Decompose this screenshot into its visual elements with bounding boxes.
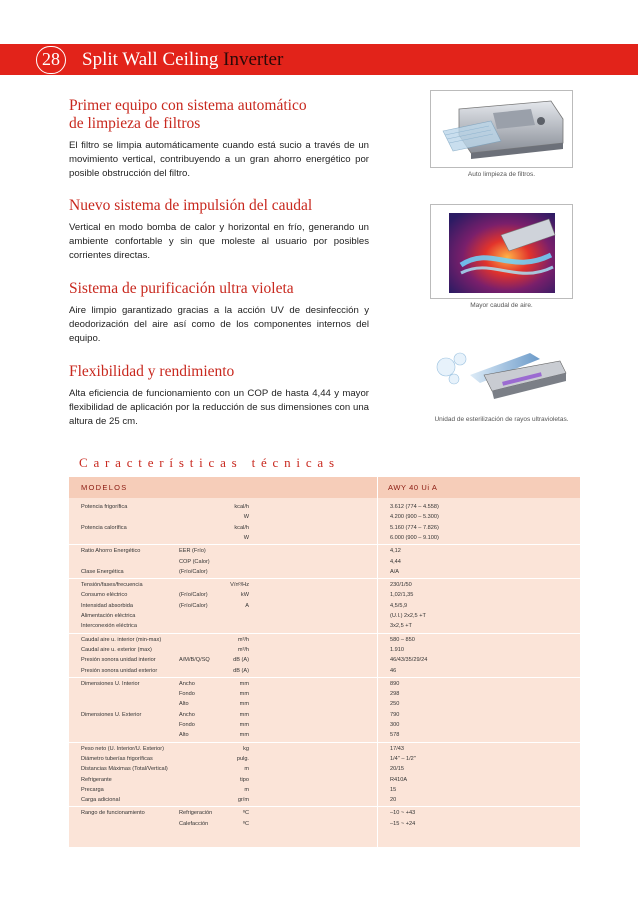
group-separator xyxy=(69,544,580,545)
specs-title: Características técnicas xyxy=(79,455,340,470)
spec-unit: gr/m xyxy=(237,797,249,804)
spec-label: Ratio Ahorro Energético xyxy=(81,548,141,555)
feature-section-airflow xyxy=(69,197,369,263)
feature-section-uv xyxy=(69,280,369,346)
spec-value: 578 xyxy=(390,732,400,739)
group-separator xyxy=(69,578,580,579)
page-title xyxy=(82,49,283,71)
spec-sub: Alto xyxy=(179,701,189,708)
spec-label: Distancias Máximas (Total/Vertical) xyxy=(81,766,168,773)
spec-label: Potencia calorífica xyxy=(81,524,127,531)
filter-cleaning-caption: Auto limpieza de filtros. xyxy=(467,171,536,178)
table-row xyxy=(69,699,580,709)
spec-label: Consumo eléctrico xyxy=(81,592,128,599)
spec-unit: pulg. xyxy=(236,755,249,762)
spec-label: Peso neto (U. Interior/U. Exterior) xyxy=(81,745,165,752)
spec-value: 300 xyxy=(390,722,400,728)
feature-heading: Primer equipo con sistema automático de limpieza de filtros xyxy=(69,97,307,132)
table-row xyxy=(69,567,580,577)
spec-label: Caudal aire u. interior (min-max) xyxy=(81,636,162,643)
specs-header-value: AWY 40 Ui A xyxy=(388,483,438,492)
table-row xyxy=(69,512,580,522)
spec-sub: Refrigeración xyxy=(179,810,213,817)
group-separator xyxy=(69,806,580,807)
spec-label: Presión sonora unidad exterior xyxy=(81,667,158,674)
spec-unit: kcal/h xyxy=(234,524,249,531)
spec-value: 20/15 xyxy=(390,766,404,773)
spec-unit: W xyxy=(243,514,249,521)
spec-unit: W xyxy=(243,534,249,541)
spec-value: 1.910 xyxy=(390,646,404,653)
specs-header-model: MODELOS xyxy=(81,483,128,492)
spec-value: 250 xyxy=(390,701,400,708)
spec-sub: A/M/B/Q/SQ xyxy=(179,657,210,664)
feature-body: Alta eficiencia de funcionamiento con un COP de hasta 4,44 y mayor flexibilidad de aplicación por la reducción de sus dimensiones con una altura de 25 cm. xyxy=(69,388,369,427)
spec-label: Presión sonora unidad interior xyxy=(81,657,156,664)
table-row xyxy=(69,754,580,764)
feature-section-performance xyxy=(69,363,369,429)
spec-unit: kg xyxy=(243,745,249,752)
spec-value: 4,5/5,9 xyxy=(390,602,408,609)
table-row xyxy=(69,611,580,621)
spec-unit: mm xyxy=(239,711,249,718)
group-separator xyxy=(69,742,580,743)
spec-sub: Ancho xyxy=(179,680,195,687)
table-row xyxy=(69,635,580,645)
spec-unit: m xyxy=(244,766,249,773)
spec-value: 3.612 (774 – 4.558) xyxy=(390,504,439,510)
spec-unit: dB (A) xyxy=(233,657,249,664)
spec-label: Tensión/fases/frecuencia xyxy=(81,582,143,589)
spec-label: Dimensiones U. Interior xyxy=(81,680,140,687)
spec-label: Precarga xyxy=(81,786,104,793)
table-row xyxy=(69,730,580,740)
spec-value: 15 xyxy=(390,786,397,793)
spec-label: Alimentación eléctrica xyxy=(81,613,136,619)
spec-unit: mm xyxy=(239,680,249,687)
specs-table-header xyxy=(69,477,580,498)
table-row xyxy=(69,502,580,512)
uv-unit-caption: Unidad de esterilización de rayos ultravioletas. xyxy=(434,416,569,423)
table-row xyxy=(69,795,580,805)
spec-value: A/A xyxy=(390,568,400,575)
table-row xyxy=(69,785,580,795)
table-row xyxy=(69,580,580,590)
spec-label: Caudal aire u. exterior (max) xyxy=(81,646,152,653)
spec-unit: mm xyxy=(239,732,249,739)
spec-label: Interconexión eléctrica xyxy=(81,623,137,630)
spec-sub: Fondo xyxy=(179,722,195,728)
spec-unit: kcal/h xyxy=(234,504,249,510)
filter-cleaning-photo xyxy=(430,90,573,168)
table-row xyxy=(69,601,580,611)
page-title-main: Split Wall Ceiling xyxy=(82,49,219,70)
table-row xyxy=(69,621,580,631)
spec-sub: Calefacción xyxy=(179,820,209,827)
spec-unit: mm xyxy=(239,722,249,728)
spec-value: 580 – 850 xyxy=(390,636,415,643)
spec-value: 6.000 (900 – 9.100) xyxy=(390,534,439,541)
table-row xyxy=(69,557,580,567)
table-row xyxy=(69,775,580,785)
spec-sub: COP (Calor) xyxy=(179,558,210,565)
spec-label: Clase Energética xyxy=(81,568,124,575)
spec-unit: mm xyxy=(239,691,249,698)
specs-table xyxy=(69,477,580,847)
page-number-badge: 28 xyxy=(36,46,66,74)
spec-value: 790 xyxy=(390,711,400,718)
spec-value: –15 ~ +24 xyxy=(390,820,416,827)
feature-body: El filtro se limpia automáticamente cuando está sucio a través de un movimiento vertical, contribuyendo a un gran ahorro energético por posible obstrucción del filtro. xyxy=(69,140,369,179)
spec-value: 4.200 (900 – 5.300) xyxy=(390,514,439,521)
table-row xyxy=(69,764,580,774)
spec-unit: m³/h xyxy=(237,646,249,653)
spec-value: 5.160 (774 – 7.826) xyxy=(390,524,439,531)
spec-label: Potencia frigorífica xyxy=(81,504,128,510)
spec-value: R410A xyxy=(390,776,408,783)
table-row xyxy=(69,710,580,720)
spec-value: 230/1/50 xyxy=(390,582,412,589)
table-row xyxy=(69,645,580,655)
table-row xyxy=(69,655,580,665)
spec-sub: (Frío/Calor) xyxy=(179,592,208,599)
spec-unit: m xyxy=(244,786,249,793)
feature-section-filter xyxy=(69,97,369,181)
spec-sub: Ancho xyxy=(179,711,195,718)
feature-heading: Sistema de purificación ultra violeta xyxy=(69,280,294,297)
spec-value: 46/43/35/29/24 xyxy=(390,657,428,664)
feature-heading: Flexibilidad y rendimiento xyxy=(69,363,235,380)
spec-label: Rango de funcionamiento xyxy=(81,810,145,817)
spec-unit: V/nº/Hz xyxy=(230,582,249,589)
airflow-photo xyxy=(430,204,573,299)
table-row xyxy=(69,808,580,818)
spec-label: Diámetro tuberías frigoríficas xyxy=(81,755,153,762)
feature-body: Vertical en modo bomba de calor y horizontal en frío, generando un ambiente confortable y sin que moleste al usuario por posibles corrientes directas. xyxy=(69,222,369,261)
spec-label: Carga adicional xyxy=(81,797,120,804)
page-title-emphasis: Inverter xyxy=(223,49,284,70)
spec-value: –10 ~ +43 xyxy=(390,810,416,817)
spec-unit: mm xyxy=(239,701,249,708)
spec-label: Dimensiones U. Exterior xyxy=(81,711,142,718)
spec-unit: ºC xyxy=(242,810,249,817)
spec-value: 4,44 xyxy=(390,558,401,565)
uv-unit-photo xyxy=(430,345,573,413)
spec-unit: tipo xyxy=(239,776,249,783)
spec-label: Intensidad absorbida xyxy=(81,602,133,609)
table-row xyxy=(69,590,580,600)
spec-sub: EER (Frío) xyxy=(179,548,206,555)
spec-label: Refrigerante xyxy=(81,776,112,783)
table-row xyxy=(69,744,580,754)
table-row xyxy=(69,546,580,556)
table-row xyxy=(69,689,580,699)
group-separator xyxy=(69,633,580,634)
spec-value: 1,02/1,35 xyxy=(390,592,414,599)
spec-value: (U.I.) 2x2,5 +T xyxy=(390,613,426,619)
spec-sub: Fondo xyxy=(179,691,195,698)
spec-value: 4,12 xyxy=(390,548,401,555)
spec-value: 20 xyxy=(390,797,397,804)
table-row xyxy=(69,720,580,730)
spec-unit: m³/h xyxy=(237,636,249,643)
spec-sub: Alto xyxy=(179,732,189,739)
spec-unit: kW xyxy=(240,592,249,599)
spec-value: 3x2,5 +T xyxy=(390,623,412,630)
feature-heading: Nuevo sistema de impulsión del caudal xyxy=(69,197,313,214)
feature-body: Aire limpio garantizado gracias a la acción UV de desinfección y deodorización del aire así como de los componentes internos del equipo. xyxy=(69,305,369,344)
table-row xyxy=(69,523,580,533)
spec-sub: (Frío/Calor) xyxy=(179,568,208,575)
spec-unit: dB (A) xyxy=(233,667,249,674)
spec-value: 17/43 xyxy=(390,745,404,752)
table-row xyxy=(69,666,580,676)
table-row xyxy=(69,533,580,543)
group-separator xyxy=(69,677,580,678)
spec-sub: (Frío/Calor) xyxy=(179,602,208,609)
spec-value: 46 xyxy=(390,667,397,674)
spec-value: 1/4" – 1/2" xyxy=(390,755,416,762)
table-row xyxy=(69,679,580,689)
spec-value: 298 xyxy=(390,691,400,698)
spec-unit: A xyxy=(245,602,249,609)
spec-value: 890 xyxy=(390,680,400,687)
table-row xyxy=(69,819,580,829)
airflow-caption: Mayor caudal de aire. xyxy=(470,302,533,309)
spec-unit: ºC xyxy=(242,820,249,827)
